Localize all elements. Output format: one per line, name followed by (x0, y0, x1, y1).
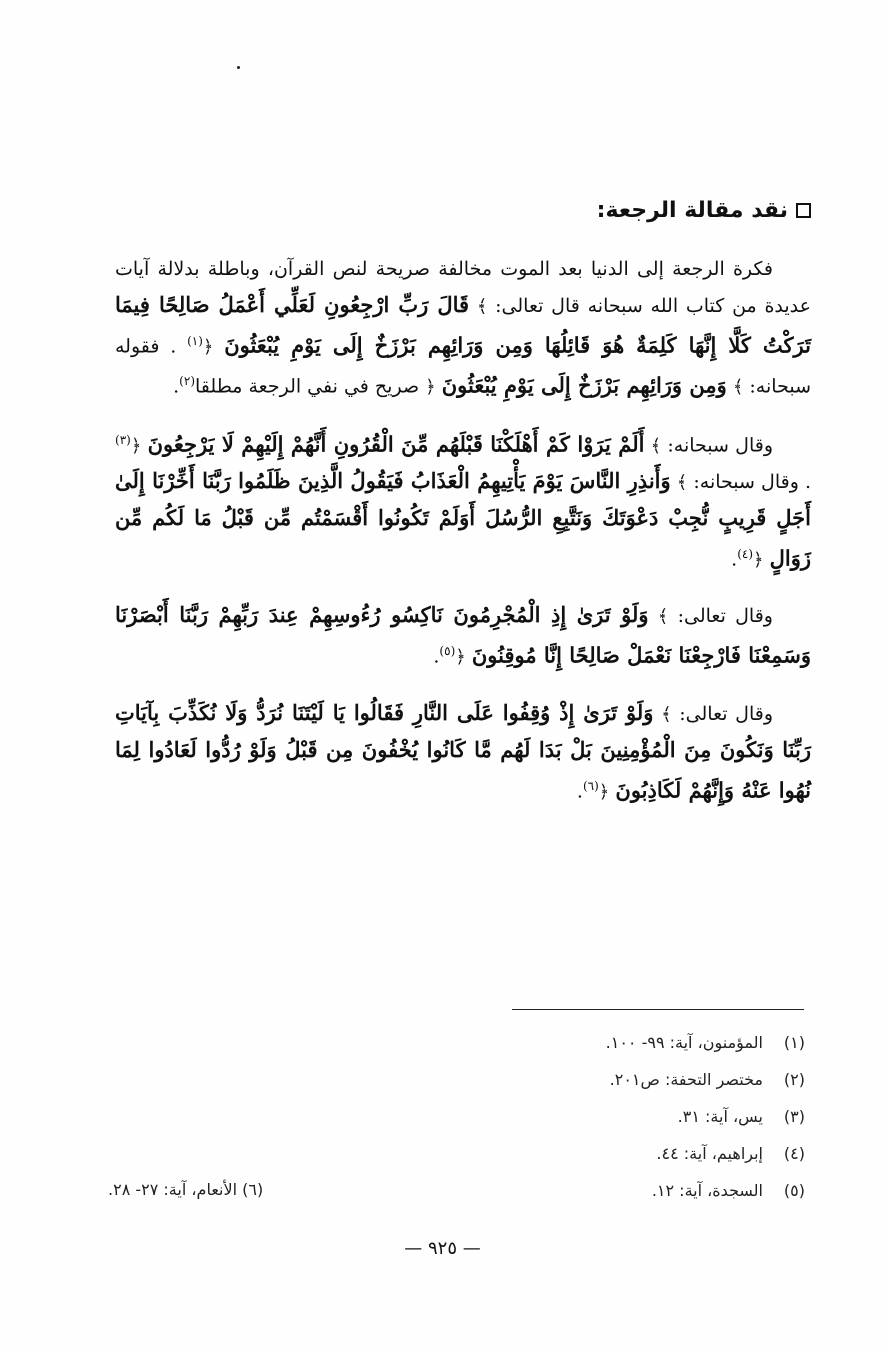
quran-brace-open: ﴾ (661, 703, 672, 725)
footnote-number: (٥) (783, 1180, 805, 1200)
footnote-divider (512, 1009, 804, 1010)
footnote-item (115, 1024, 805, 1061)
paragraph-2-intro: وقال سبحانه: (667, 433, 773, 456)
paragraph-1-end: صريح في نفي الرجعة مطلقا (195, 375, 420, 398)
period: . (576, 779, 583, 802)
quran-brace-open: ﴾ (650, 434, 662, 456)
footnote-ref-2: (٢) (179, 374, 195, 389)
page-number: — ٩٢٥ — (404, 1238, 481, 1259)
footnote-item (115, 1135, 805, 1172)
footnote-item (115, 1061, 805, 1098)
speck-mark (237, 66, 240, 69)
quran-brace-open: ﴾ (732, 376, 744, 398)
quran-verse-4: وَأَنذِرِ النَّاسَ يَوْمَ يَأْتِيهِمُ الْعَذَابُ فَيَقُولُ الَّذِينَ ظَلَمُوا رَبَّنَا أَخِّرْنَا إِلَىٰ أَجَلٍ قَرِيبٍ نُّجِبْ دَعْوَتَكَ وَنَتَّبِعِ الرُّسُلَ أَوَلَمْ تَكُونُوا أَقْسَمْتُم مِّن قَبْلُ مَا لَكُم مِّن زَوَالٍ (115, 467, 811, 571)
quran-verse-3: أَلَمْ يَرَوْا كَمْ أَهْلَكْنَا قَبْلَهُم مِّنَ الْقُرُونِ أَنَّهُمْ إِلَيْهِمْ لَا يَرْجِعُونَ (147, 430, 645, 456)
quran-brace-close: ﴿ (130, 434, 142, 456)
quran-verse-2: وَمِن وَرَائِهِم بَرْزَخٌ إِلَى يَوْمِ يُبْعَثُونَ (441, 372, 727, 398)
paragraph-1 (115, 252, 811, 405)
footnote-text: المؤمنون، آية: ٩٩- ١٠٠. (605, 1032, 763, 1052)
quran-verse-5: وَلَوْ تَرَىٰ إِذِ الْمُجْرِمُونَ نَاكِسُو رُءُوسِهِمْ عِندَ رَبِّهِمْ رَبَّنَا أَبْصَرْنَا وَسَمِعْنَا فَارْجِعْنَا نَعْمَلْ صَالِحًا إِنَّا مُوقِنُونَ (115, 602, 811, 668)
footnote-text: السجدة، آية: ١٢. (651, 1180, 763, 1200)
quran-brace-close: ﴿ (598, 780, 610, 802)
footnote-ref-4: (٤) (737, 546, 754, 561)
section-heading-text: نقد مقالة الرجعة: (596, 198, 788, 223)
footnote-ref-3: (٣) (115, 432, 131, 447)
paragraph-3 (115, 597, 811, 674)
paragraph-4-intro: وقال تعالى: (679, 702, 774, 725)
paragraph-4 (115, 695, 811, 809)
footnote-number: (٣) (783, 1106, 805, 1126)
paragraph-2 (115, 423, 811, 578)
quran-brace-close: ﴿ (455, 646, 466, 668)
footnote-item (115, 1098, 805, 1135)
paragraph-1-intro: فكرة الرجعة إلى الدنيا بعد الموت مخالفة صريحة لنص القرآن، وباطلة بدلالة آيات عديدة من كتاب الله سبحانه قال تعالى: (115, 258, 811, 317)
footnote-number: (٢) (783, 1069, 805, 1089)
paragraph-3-intro: وقال تعالى: (677, 605, 773, 628)
period: . (433, 645, 440, 668)
footnote-ref-5: (٥) (439, 644, 456, 659)
quran-verse-1: قَالَ رَبِّ ارْجِعُونِ لَعَلِّي أَعْمَلُ صَالِحًا فِيمَا تَرَكْتُ كَلَّا إِنَّهَا كَلِمَةٌ هُوَ قَائِلُهَا وَمِن وَرَائِهِم بَرْزَخٌ إِلَى يَوْمِ يُبْعَثُونَ (115, 292, 811, 358)
footnote-number: (٤) (783, 1143, 805, 1163)
paragraph-2-middle: . وقال سبحانه: (693, 470, 812, 493)
paragraph-1-middle: . فقوله سبحانه: (115, 335, 811, 398)
footnote-6: (٦) الأنعام، آية: ٢٧- ٢٨. (108, 1180, 264, 1199)
quran-brace-open: ﴾ (476, 296, 488, 317)
quran-brace-open: ﴾ (676, 471, 688, 493)
period: . (731, 548, 738, 571)
period: . (173, 375, 180, 398)
square-bullet-icon (796, 203, 811, 218)
footnote-text: إبراهيم، آية: ٤٤. (656, 1143, 763, 1163)
quran-brace-close: ﴿ (753, 549, 764, 571)
footnote-text: يس، آية: ٣١. (677, 1106, 763, 1126)
quran-brace-close: ﴿ (202, 336, 214, 358)
quran-brace-open: ﴾ (657, 606, 669, 628)
footnote-ref-6: (٦) (582, 778, 599, 793)
quran-verse-6: وَلَوْ تَرَىٰ إِذْ وُقِفُوا عَلَى النَّارِ فَقَالُوا يَا لَيْتَنَا نُرَدُّ وَلَا نُكَذِّبَ بِآيَاتِ رَبِّنَا وَنَكُونَ مِنَ الْمُؤْمِنِينَ بَلْ بَدَا لَهُم مَّا كَانُوا يُخْفُونَ مِن قَبْلُ وَلَوْ رُدُّوا لَعَادُوا لِمَا نُهُوا عَنْهُ وَإِنَّهُمْ لَكَاذِبُونَ (115, 699, 811, 802)
footnote-number: (١) (783, 1032, 805, 1052)
footnote-text: مختصر التحفة: ص٢٠١. (609, 1069, 763, 1089)
quran-brace-close: ﴿ (425, 376, 436, 398)
footnote-ref-1: (١) (187, 334, 203, 348)
body-text (115, 252, 811, 829)
section-heading (597, 198, 811, 223)
